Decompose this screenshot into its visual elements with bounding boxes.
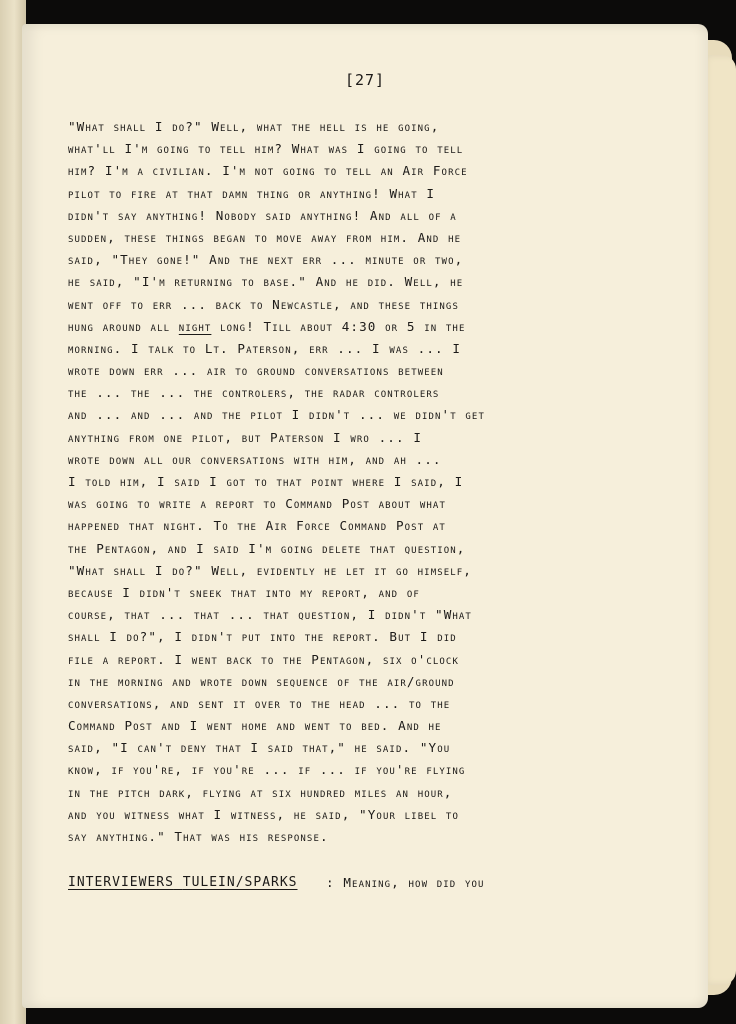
underlined-word: night — [178, 318, 212, 334]
text-line: said, "They gone!" And the next err ... minute or two, — [68, 252, 464, 268]
text-line: wrote down err ... air to ground conversations between — [68, 363, 444, 379]
text-line: happened that night. To the Air Force Command Post at — [68, 518, 446, 534]
text-segment: long! Till about 4:30 or 5 in the — [211, 318, 466, 334]
text-line: anything from one pilot, but Paterson I wro ... I — [68, 429, 423, 445]
text-line: conversations, and sent it over to the head ... to the — [68, 695, 451, 711]
interviewer-text: Meaning, how did you — [343, 875, 485, 890]
interviewer-label-2: TULEIN/SPARKS — [182, 875, 298, 890]
text-line: didn't say anything! Nobody said anything! And all of a — [68, 207, 457, 223]
text-line: said, "I can't deny that I said that," he said. "You — [68, 740, 451, 756]
text-line: pilot to fire at that damn thing or anything! What I — [68, 185, 436, 201]
text-line: I told him, I said I got to that point where I said, I — [68, 474, 464, 489]
text-line: wrote down all our conversations with him, and ah ... — [68, 451, 442, 467]
text-line: sudden, these things began to move away from him. And he — [68, 229, 462, 245]
text-line: in the morning and wrote down sequence of the air/ground — [68, 673, 455, 689]
text-line: morning. I talk to Lt. Paterson, err ... I was ... I — [68, 340, 462, 356]
text-line: Command Post and I went home and went to bed. And he — [68, 718, 442, 734]
interviewer-line — [68, 872, 688, 894]
text-line: say anything." That was his response. — [68, 829, 329, 844]
text-line: file a report. I went back to the Pentagon, six o'clock — [68, 651, 459, 667]
text-line: and ... and ... and the pilot I didn't ... we didn't get — [68, 407, 485, 423]
interviewer-label — [68, 872, 298, 894]
interviewer-label-1: INTERVIEWERS — [68, 875, 174, 890]
text-line: him? I'm a civilian. I'm not going to tell an Air Force — [68, 163, 468, 179]
text-line: went off to err ... back to Newcastle, and these things — [68, 296, 459, 312]
text-line: was going to write a report to Command Post about what — [68, 496, 446, 512]
text-line: "What shall I do?" Well, evidently he let it go himself, — [68, 562, 472, 578]
text-line: shall I do?", I didn't put into the report. But I did — [68, 629, 457, 645]
interviewer-question — [326, 872, 485, 894]
text-line: know, if you're, if you're ... if ... if you're flying — [68, 762, 466, 778]
text-line — [68, 316, 688, 338]
text-line: because I didn't sneek that into my report, and of — [68, 584, 420, 600]
document-page — [22, 24, 708, 1008]
page-number: [27] — [344, 71, 386, 89]
text-line: in the pitch dark, flying at six hundred miles an hour, — [68, 784, 453, 800]
text-line: the ... the ... the controlers, the radar controlers — [68, 385, 440, 401]
transcript-body — [68, 116, 688, 848]
interviewer-colon: : — [326, 875, 335, 890]
text-segment: hung around all — [68, 318, 179, 334]
text-line: course, that ... that ... that question, I didn't "What — [68, 607, 472, 623]
text-line: and you witness what I witness, he said, "Your libel to — [68, 806, 459, 822]
text-line: "What shall I do?" Well, what the hell is he going, — [68, 119, 440, 134]
text-line: what'll I'm going to tell him? What was I going to tell — [68, 141, 464, 157]
text-line: he said, "I'm returning to base." And he did. Well, he — [68, 274, 464, 290]
text-line: the Pentagon, and I said I'm going delete that question, — [68, 540, 466, 556]
